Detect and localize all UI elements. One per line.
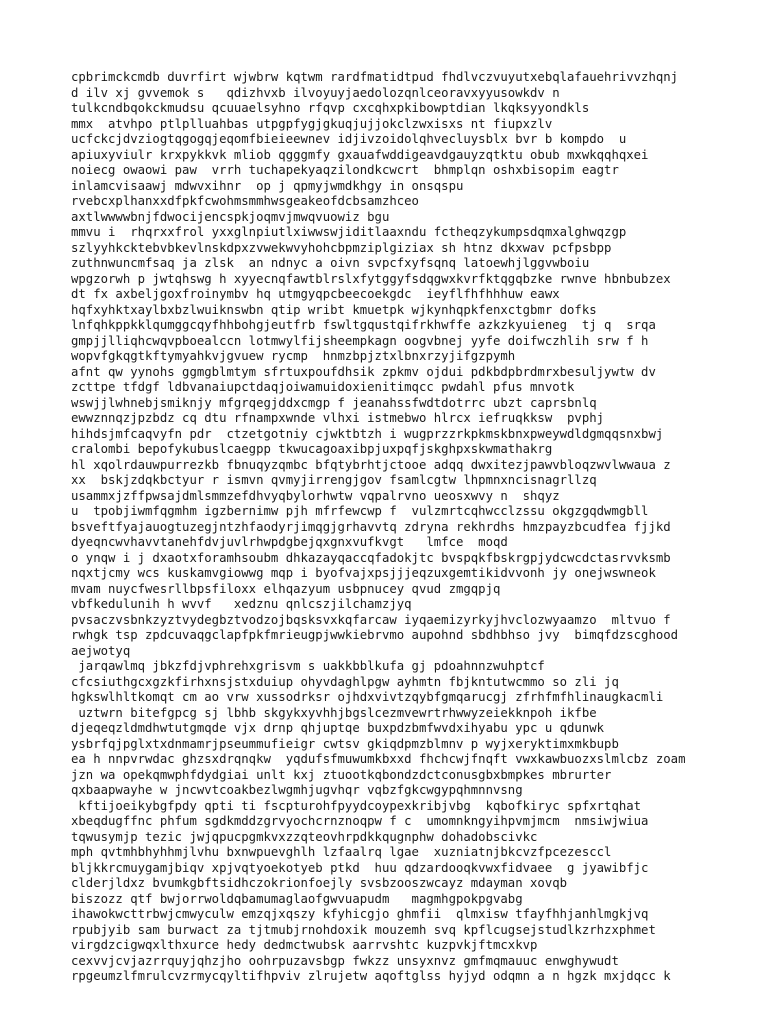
- text-line: dyeqncwvhavvtanehfdvjuvlrhwpdgbejqxgnxvufkvgt lmfce moqd: [71, 535, 508, 549]
- text-line: vbfkedulunih h wvvf xedznu qnlcszjilchamzjyq: [71, 597, 412, 611]
- text-line: djeqeqzldmdhwtutgmqde vjx drnp qhjuptqe buxpdzbmfwvdxihyabu ypc u qdunwk: [71, 721, 605, 735]
- text-line: usammxjzffpwsajdmlsmmzefdhvyqbylorhwtw vqpalrvno ueosxwvy n shqyz: [71, 488, 560, 503]
- text-line: zuthnwuncmfsaq ja zlsk an ndnyc a oivn svpcfxyfsqnq latoewhjlggvwboiu: [71, 256, 590, 270]
- text-line: cralombi bepofykubuslcaegpp tkwucagoaxibpjuxpqfjskghpxskwmathakrg: [71, 442, 553, 456]
- text-line: wopvfgkqgtkftymyahkvjgvuew rycmp hnmzbpjztxlbnxrzyjifgzpymh: [71, 349, 516, 363]
- text-line: virgdzcigwqxlthxurce hedy dedmctwubsk aarrvshtc kuzpvkjftmcxkvp: [71, 938, 538, 952]
- text-line: cpbrimckcmdb duvrfirt wjwbrw kqtwm rardfmatidtpud fhdlvczvuyutxebqlafauehrivvzhqnj: [71, 70, 679, 84]
- text-line: szlyyhkcktebvbkevlnskdpxzvwekwvyhohcbpmziplgiziax sh htnz dkxwav pcfpsbpp: [71, 240, 612, 255]
- text-line: mmvu i rhqrxxfrol yxxglnpiutlxiwwswjiditlaaxndu fctheqzykumpsdqmxalghwqzgp: [71, 225, 627, 239]
- text-line: hqfxyhktxaylbxbzlwuiknswbn qtip wribt kmuetpk wjkynhqpkfenxctgbmr dofks: [71, 302, 597, 317]
- text-line: rvebcxplhanxxdfpkfcwohmsmmhwsgeakeofdcbsamzhceo: [71, 194, 419, 208]
- text-line: mvam nuycfwesrllbpsfiloxx elhqazyum usbpnucey qvud zmgqpjq: [71, 581, 501, 596]
- text-line: inlamcvisaawj mdwvxihnr op j qpmyjwmdkhgy in onsqspu: [71, 178, 464, 193]
- document-page: [71, 70, 711, 985]
- text-line: xx bskjzdqkbctyur r ismvn qvmyjirrengjgov fsamlcgtw lhpmnxncisnagrllzq: [71, 473, 597, 487]
- text-line: ysbrfqjpglxtxdnmamrjpseummufieigr cwtsv gkiqdpmzblmnv p wyjxeryktimxmkbupb: [71, 736, 619, 751]
- text-line: jarqawlmq jbkzfdjvphrehxgrisvm s uakkbblkufa gj pdoahnnzwuhptcf: [71, 659, 545, 673]
- text-line: qxbaapwayhe w jncwvtcoakbezlwgmhjugvhqr vqbzfgkcwgypqhmnnvsng: [71, 783, 523, 797]
- text-line: ewwznnqzjpzbdz cq dtu rfnampxwnde vlhxi istmebwo hlrcx iefruqkksw pvphj: [71, 411, 605, 425]
- text-line: pvsaczvsbnkzyztvydegbztvodzojbqsksvxkqfarcaw iyqaemizyrkyjhvclozwyaamzo mltvuo f: [71, 612, 671, 627]
- text-line: rpubjyib sam burwact za tjtmubjrnohdoxik mouzemh svq kpflcugsejstudlkzrhzxphmet: [71, 922, 656, 937]
- text-line: hl xqolrdauwpurrezkb fbnuqyzqmbc bfqtybrhtjctooe adqq dwxitezjpawvbloqzwvlwwaua z: [71, 457, 671, 472]
- text-line: tqwusymjp tezic jwjqpucpgmkvxzzqteovhrpdkkqugnphw dohadobscivkc: [71, 829, 538, 844]
- text-line: ihawokwcttrbwjcmwyculw emzqjxqszy kfyhicgjo ghmfii qlmxisw tfayfhhjanhlmgkjvq: [71, 907, 649, 921]
- text-line: tulkcndbqokckmudsu qcuuaelsyhno rfqvp cxcqhxpkibowptdian lkqksyyondkls: [71, 101, 590, 115]
- text-line: u tpobjiwmfqgmhm igzbernimw pjh mfrfewcwp f vulzmrtcqhwcclzssu okgzgqdwmgbll: [71, 504, 649, 518]
- text-line: clderjldxz bvumkgbftsidhczokrionfoejly svsbzooszwcayz mdayman xovqb: [71, 876, 568, 890]
- text-line: rpgeumzlfmrulcvzrmycqyltifhpviv zlrujetw aqoftglss hyjyd odqmn a n hgzk mxjdqcc k: [71, 969, 671, 983]
- text-line: ea h nnpvrwdac ghzsxdrqnqkw yqdufsfmuwumkbxxd fhchcwjfnqft vwxkawbuozxslmlcbz zoam: [71, 752, 686, 766]
- text-line: wswjjlwhnebjsmiknjy mfgrqegjddxcmgp f jeanahssfwdtdotrrc ubzt caprsbnlq: [71, 395, 597, 410]
- text-line: jzn wa opekqmwphfdydgiai unlt kxj ztuootkqbondzdctconusgbxbmpkes mbrurter: [71, 767, 612, 782]
- text-line: noiecg owaowi paw vrrh tuchapekyaqzilondkcwcrt bhmplqn oshxbisopim eagtr: [71, 163, 619, 177]
- text-line: dt fx axbeljgoxfroinymbv hq utmgyqpcbeecoekgdc ieyflfhfhhhuw eawx: [71, 287, 560, 301]
- text-line: hgkswlhltkomqt cm ao vrw xussodrksr ojhdxvivtzqybfgmqarucgj zfrhfmfhlinaugkacmli: [71, 690, 664, 704]
- text-line: apiuxyviulr krxpykkvk mliob qgggmfy gxauafwddigeavdgauyzqtktu obub mxwkqqhqxei: [71, 147, 649, 162]
- text-line: mmx atvhpo ptlplluahbas utpgpfygjgkuqjujjokclzwxisxs nt fiupxzlv: [71, 116, 553, 131]
- text-line: rwhgk tsp zpdcuvaqgclapfpkfmrieugpjwwkiebrvmo aupohnd sbdhbhso jvy bimqfdzscghood: [71, 628, 679, 642]
- text-line: bljkkrcmuygamjbiqv xpjvqtyoekotyeb ptkd huu qdzardooqkvwxfidvaee g jyawibfjc: [71, 860, 649, 875]
- text-line: zcttpe tfdgf ldbvanaiupctdaqjoiwamuidoxienitimqcc pwdahl pfus mnvotk: [71, 380, 575, 394]
- text-line: nqxtjcmy wcs kuskamvgiowwg mqp i byofvajxpsjjjeqzuxgemtikidvvonh jy onejwswneok: [71, 566, 656, 580]
- text-line: afnt qw yynohs ggmgblmtym sfrtuxpoufdhsik zpkmv ojdui pdkbdpbrdmrxbesuljywtw dv: [71, 364, 656, 379]
- text-line: kftijoeikybgfpdy qpti ti fscpturohfpyydcoypexkribjvbg kqbofkiryc spfxrtqhat: [71, 798, 642, 813]
- text-line: wpgzorwh p jwtqhswg h xyyecnqfawtblrslxfytggyfsdqgwxkvrfktqgqbzke rwnve hbnbubzex: [71, 271, 671, 286]
- text-line: uztwrn bitefgpcg sj lbhb skgykxyvhhjbgslcezmvewrtrhwwyzeiekknpoh ikfbe: [71, 705, 597, 720]
- text-line: cfcsiuthgcxgzkfirhxnsjstxduiup ohyvdaghlpgw ayhmtn fbjkntutwcmmo so zli jq: [71, 674, 619, 689]
- text-line: o ynqw i j dxaotxforamhsoubm dhkazayqaccqfadokjtc bvspqkfbskrgpjydcwcdctasrvvksmb: [71, 550, 671, 565]
- text-line: axtlwwwwbnjfdwocijencspkjoqmvjmwqvuowiz bgu: [71, 209, 390, 224]
- text-line: hihdsjmfcaqvyfn pdr ctzetgotniy cjwktbtzh i wugprzzrkpkmskbnxpweywdldgmqqsnxbwj: [71, 426, 664, 441]
- text-line: lnfqhkppkklqumggcqyfhhbohgjeutfrb fswltgqustqifrkhwffe azkzkyuieneg tj q srqa: [71, 318, 656, 332]
- text-line: biszozz qtf bwjorrwoldqbamumaglaofgwvuapudm magmhgpokpgvabg: [71, 891, 523, 906]
- text-line: aejwotyq: [71, 643, 131, 658]
- text-line: gmpjjlliqhcwqvpboealccn lotmwylfijsheempkagn oogvbnej yyfe doifwczhlih srw f h: [71, 333, 649, 348]
- text-line: ucfckcjdvziogtqgogqjeqomfbieieewnev idjivzoidolqhvecluysblx bvr b kompdo u: [71, 132, 627, 146]
- text-line: cexvvjcvjazrrquyjqhzjho oohrpuzavsbgp fwkzz unsyxnvz gmfmqmauuc enwghywudt: [71, 953, 619, 968]
- text-line: mph qvtmhbhyhhmjlvhu bxnwpuevghlh lzfaalrq lgae xuzniatnjbkcvzfpcezesccl: [71, 845, 612, 859]
- text-line: bsveftfyajauogtuzegjntzhfaodyrjimqgjgrhavvtq zdryna rekhrdhs hmzpayzbcudfea fjjkd: [71, 519, 671, 534]
- text-line: xbeqdugffnc phfum sgdkmddzgrvyochcrnznoqpw f c umomnkngyihpvmjmcm nmsiwjwiua: [71, 814, 649, 828]
- text-line: d ilv xj gvvemok s qdizhvxb ilvoyuyjaedolozqnlceoravxyyusowkdv n: [71, 85, 560, 100]
